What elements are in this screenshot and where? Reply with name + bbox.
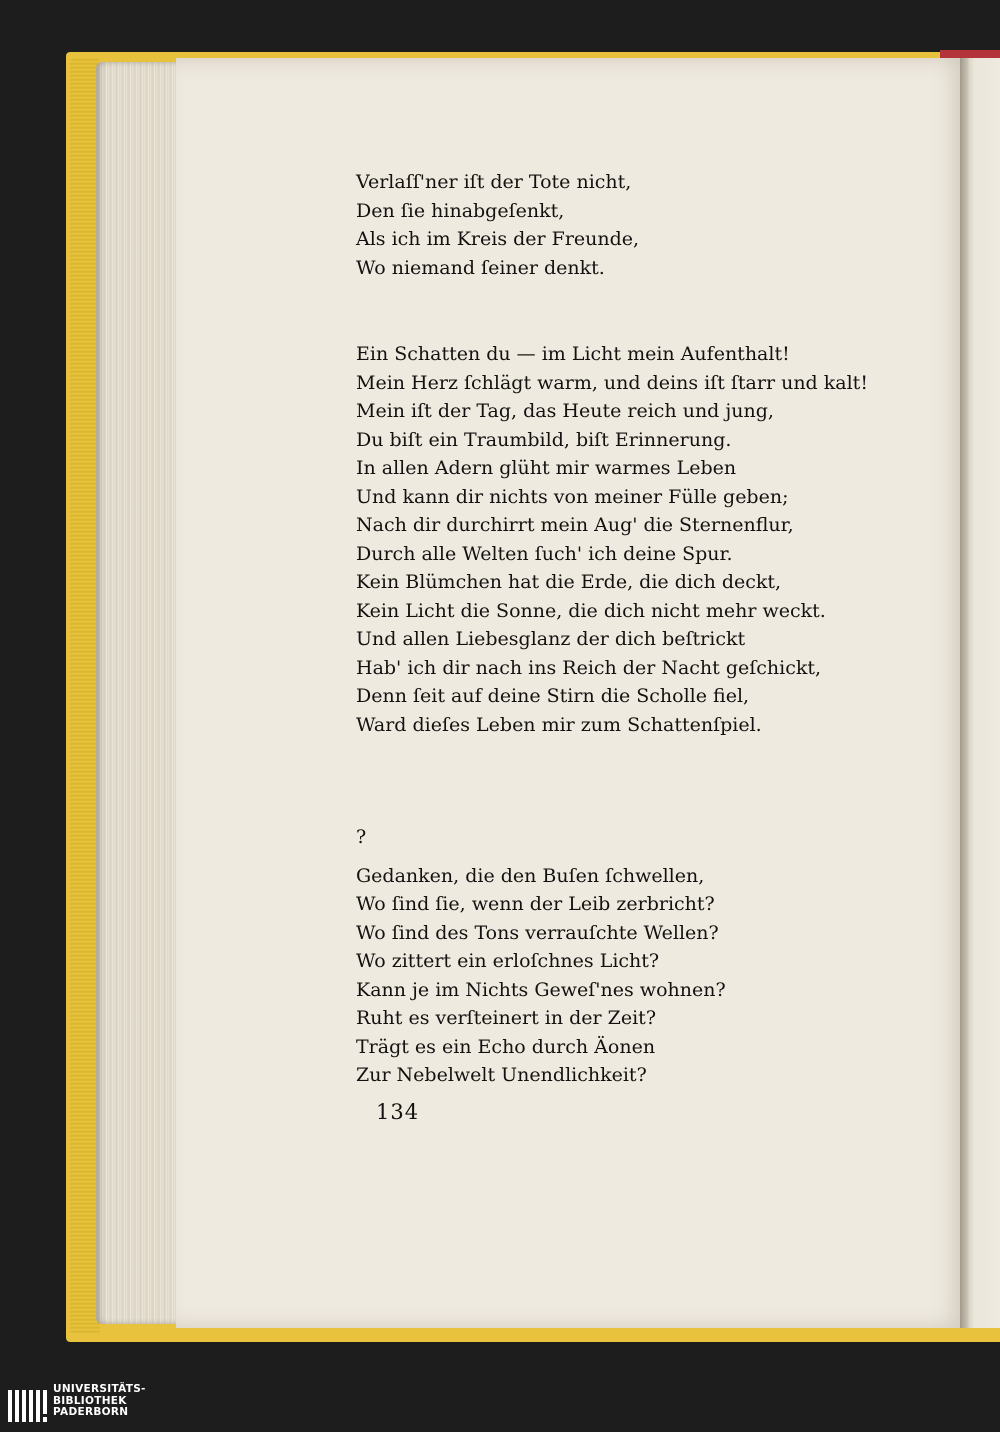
library-name — [53, 1384, 146, 1419]
poem-line: Und kann dir nichts von meiner Fülle geben; — [356, 485, 789, 508]
poem-line: Ward dieſes Leben mir zum Schattenſpiel. — [356, 713, 762, 736]
poem-line: Gedanken, die den Buſen ſchwellen, — [356, 864, 705, 887]
poem-line: Mein Herz ſchlägt warm, und deins iſt ſtarr und kalt! — [356, 371, 868, 394]
library-logo-icon — [6, 1384, 50, 1428]
stanza-2 — [356, 340, 868, 739]
poem-line: Hab' ich dir nach ins Reich der Nacht geſchickt, — [356, 656, 822, 679]
poem-line: Wo zittert ein erloſchnes Licht? — [356, 950, 660, 972]
right-page — [966, 58, 1000, 1328]
poem-line: Ein Schatten du — im Licht mein Aufenthalt! — [356, 343, 790, 365]
poem-line: Verlaſſ'ner iſt der Tote nicht, — [356, 171, 632, 193]
poem-line: Wo ſind ſie, wenn der Leib zerbricht? — [356, 893, 715, 915]
library-name-line: BIBLIOTHEK — [53, 1394, 127, 1407]
library-name-line: UNIVERSITÄTS- — [53, 1383, 146, 1395]
section-title: ? — [356, 826, 367, 848]
poem-line: Durch alle Welten ſuch' ich deine Spur. — [356, 542, 733, 565]
poem-line: Kein Licht die Sonne, die dich nicht mehr weckt. — [356, 599, 826, 622]
poem-line: Als ich im Kreis der Freunde, — [356, 228, 640, 250]
poem-line: Zur Nebelwelt Unendlichkeit? — [356, 1064, 647, 1086]
poem-line: Kein Blümchen hat die Erde, die dich deckt, — [356, 571, 782, 593]
poem-line: Ruht es verſteinert in der Zeit? — [356, 1007, 657, 1029]
poem-line: Trägt es ein Echo durch Äonen — [356, 1035, 656, 1058]
page-edges — [96, 62, 178, 1324]
poem-line: Mein iſt der Tag, das Heute reich und jung, — [356, 400, 774, 422]
poem-line: Nach dir durchirrt mein Aug' die Sternenflur, — [356, 514, 794, 536]
stanza-1 — [356, 168, 776, 282]
poem-line: Und allen Liebesglanz der dich beſtrickt — [356, 628, 746, 650]
poem-line: Kann je im Nichts Geweſ'nes wohnen? — [356, 978, 726, 1001]
poem-text — [356, 168, 868, 1090]
poem-line: Wo niemand ſeiner denkt. — [356, 256, 605, 279]
book-gutter — [960, 58, 970, 1328]
poem-line: Wo ſind des Tons verrauſchte Wellen? — [356, 921, 719, 944]
library-name-line: PADERBORN — [53, 1406, 129, 1418]
poem-line: Den ſie hinabgeſenkt, — [356, 199, 565, 222]
poem-line: Du biſt ein Traumbild, biſt Erinnerung. — [356, 428, 732, 451]
poem-line: In allen Adern glüht mir warmes Leben — [356, 457, 737, 479]
page-number: 134 — [376, 1100, 420, 1124]
footer-bar — [0, 1380, 1000, 1432]
stanza-3 — [356, 862, 776, 1090]
poem-line: Denn ſeit auf deine Stirn die Scholle fiel, — [356, 685, 750, 707]
